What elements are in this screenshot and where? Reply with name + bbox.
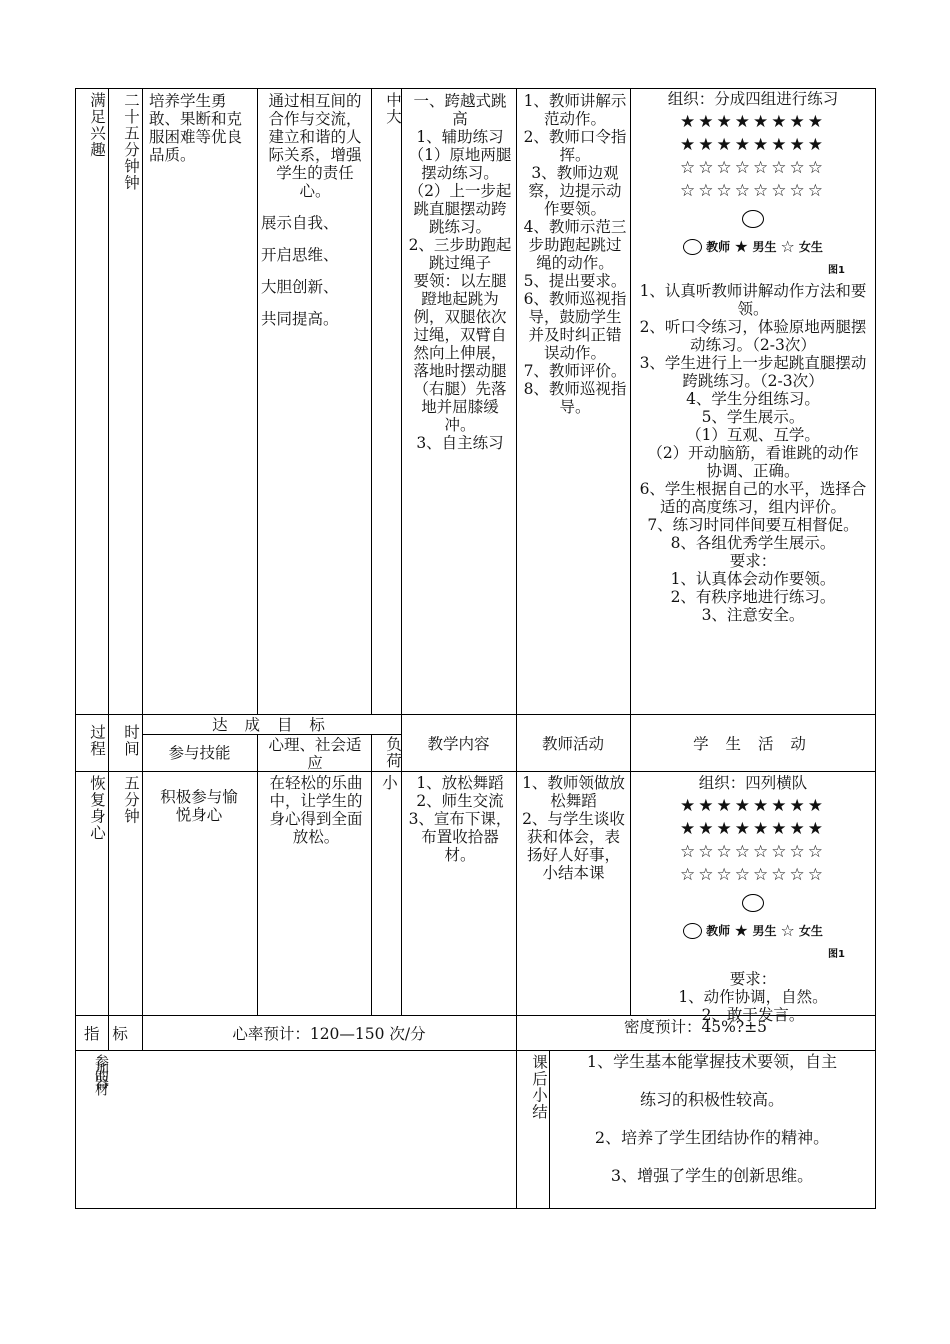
rule	[257, 734, 258, 1015]
rule	[371, 88, 372, 714]
summary-line: 3、增强了学生的创新思维。	[610, 1166, 814, 1185]
psych-line: 大胆创新、	[261, 278, 339, 296]
figure-label: 图1	[828, 265, 845, 276]
student-org: 组织：四列横队	[698, 774, 808, 792]
row2-skill: 积极参与愉悦身心	[160, 788, 238, 824]
psych-main: 通过相互间的合作与交流，建立和谐的人际关系，增强学生的责任心。	[268, 92, 362, 200]
header-time: 时间	[122, 724, 140, 757]
formation-diagram	[635, 795, 871, 964]
summary-label: 课后小结	[530, 1054, 548, 1120]
rule	[75, 771, 875, 772]
header-content: 教学内容	[427, 735, 490, 753]
formation-legend	[635, 922, 871, 940]
header-process: 过程	[88, 724, 106, 757]
rule	[75, 88, 76, 1209]
teacher-circle-icon	[742, 894, 764, 912]
header-load: 负荷	[384, 736, 402, 769]
psych-line: 开启思维、	[261, 246, 339, 264]
rule	[401, 88, 402, 1015]
equipment-label: 参加的器材	[93, 1054, 109, 1089]
row1-content: 一、跨越式跳高 1、辅助练习 （1）原地两腿摆动练习。 （2）上一步起跳直腿摆动跨跳练习。 2、三步助跑起跳过绳子 要领：以左腿蹬地起跳为例，双腿依次过绳，双臂自然向上伸展，落地时摆动腿（右腿）先落地并屈膝缓冲。 3、自主练习	[408, 92, 512, 452]
student-requirements: 要求： 1、动作协调，自然。 2、敢于发言。	[678, 970, 828, 1024]
row2-teacher: 1、教师领做放松舞蹈 2、与学生谈收获和体会，表扬好人好事，小结本课	[522, 774, 625, 882]
row1-psych	[261, 92, 369, 328]
male-row: ★★★★★★★★	[680, 135, 826, 155]
student-org: 组织：分成四组进行练习	[667, 90, 839, 108]
teacher-legend-icon	[683, 239, 702, 255]
rule	[142, 734, 401, 735]
summary-line: 练习的积极性较高。	[639, 1090, 784, 1109]
rule	[75, 1208, 875, 1209]
indicator-density: 密度预计：45%?±5	[623, 1018, 768, 1036]
indicator-heart-rate: 心率预计：120—150 次/分	[232, 1025, 426, 1043]
row2-psych: 在轻松的乐曲中，让学生的身心得到全面放松。	[269, 774, 363, 846]
row2-process: 恢复身心	[88, 775, 106, 841]
header-teacher: 教师活动	[541, 735, 604, 753]
student-steps: 1、认真听教师讲解动作方法和要领。 2、听口令练习，体验原地两腿摆动练习。（2-3次） 3、学生进行上一步起跳直腿摆动跨跳练习。（2-3次） 4、学生分组练习。 5、学生展示。 （1）互观、互学。 （2）开动脑筋，看谁跳的动作 协调、正确。 6、学生根据自己的水平，选择合适的高度练习，组内评价。 7、练习时同伴间要互相督促。 8、各组优秀学生展示。 要求： 1、认真体会动作要领。 2、有秩序地进行练习。 3、注意安全。	[639, 282, 867, 624]
row1-time: 二十五分钟钟	[122, 92, 140, 191]
summary-line: 2、培养了学生团结协作的精神。	[594, 1128, 830, 1147]
rule	[75, 714, 875, 715]
row2-load: 小	[382, 774, 398, 792]
legend-female: 女生	[798, 240, 823, 254]
psych-line: 共同提高。	[261, 310, 339, 328]
male-row: ★★★★★★★★	[680, 112, 826, 132]
row1-teacher: 1、教师讲解示范动作。 2、教师口令指挥。 3、教师边观察，边提示动作要领。 4、教师示范三步助跑起跳过绳的动作。 5、提出要求。 6、教师巡视指导，鼓励学生并及时纠正错误动作。 7、教师评价。 8、教师巡视指导。	[523, 92, 627, 416]
female-star-icon: ☆	[780, 921, 795, 940]
indicator-label: 指 标	[84, 1025, 132, 1043]
header-psych: 心理、社会适应	[268, 736, 362, 772]
teacher-legend-icon	[683, 923, 702, 939]
rule	[875, 88, 876, 1209]
header-skill: 参与技能	[168, 744, 231, 762]
row1-process: 满足兴趣	[88, 92, 106, 158]
male-row: ★★★★★★★★	[680, 796, 826, 816]
legend-male: 男生	[752, 240, 777, 254]
legend-teacher: 教师	[706, 924, 731, 938]
formation-diagram	[635, 111, 871, 280]
legend-teacher: 教师	[706, 240, 731, 254]
female-row: ☆☆☆☆☆☆☆☆	[680, 865, 826, 885]
row2-time: 五分钟	[122, 775, 140, 825]
rule	[371, 734, 372, 1015]
row1-skill: 培养学生勇敢、果断和克服困难等优良品质。	[149, 92, 243, 164]
female-row: ☆☆☆☆☆☆☆☆	[680, 158, 826, 178]
rule	[75, 88, 875, 89]
female-row: ☆☆☆☆☆☆☆☆	[680, 842, 826, 862]
teacher-circle-icon	[742, 210, 764, 228]
legend-male: 男生	[752, 924, 777, 938]
lesson-plan-table	[75, 88, 875, 1208]
row2-content: 1、放松舞蹈 2、师生交流 3、宣布下课，布置收拾器材。	[408, 774, 512, 864]
psych-line: 展示自我、	[261, 214, 339, 232]
formation-legend	[635, 238, 871, 256]
rule	[549, 1050, 550, 1208]
summary-line: 1、学生基本能掌握技术要领，自主	[586, 1052, 838, 1071]
male-row: ★★★★★★★★	[680, 819, 826, 839]
rule	[142, 88, 143, 1050]
header-goal: 达 成 目 标	[212, 716, 331, 734]
legend-female: 女生	[798, 924, 823, 938]
rule	[75, 1050, 875, 1051]
figure-label: 图1	[828, 949, 845, 960]
row1-student	[635, 90, 871, 624]
rule	[108, 88, 109, 1050]
male-star-icon: ★	[734, 237, 749, 256]
female-star-icon: ☆	[780, 237, 795, 256]
row1-load: 中大	[384, 92, 402, 125]
male-star-icon: ★	[734, 921, 749, 940]
female-row: ☆☆☆☆☆☆☆☆	[680, 181, 826, 201]
rule	[257, 88, 258, 714]
summary-text	[553, 1052, 871, 1186]
row2-student	[635, 774, 871, 1024]
rule	[516, 88, 517, 1209]
rule	[630, 88, 631, 1015]
header-student: 学 生 活 动	[693, 735, 812, 753]
